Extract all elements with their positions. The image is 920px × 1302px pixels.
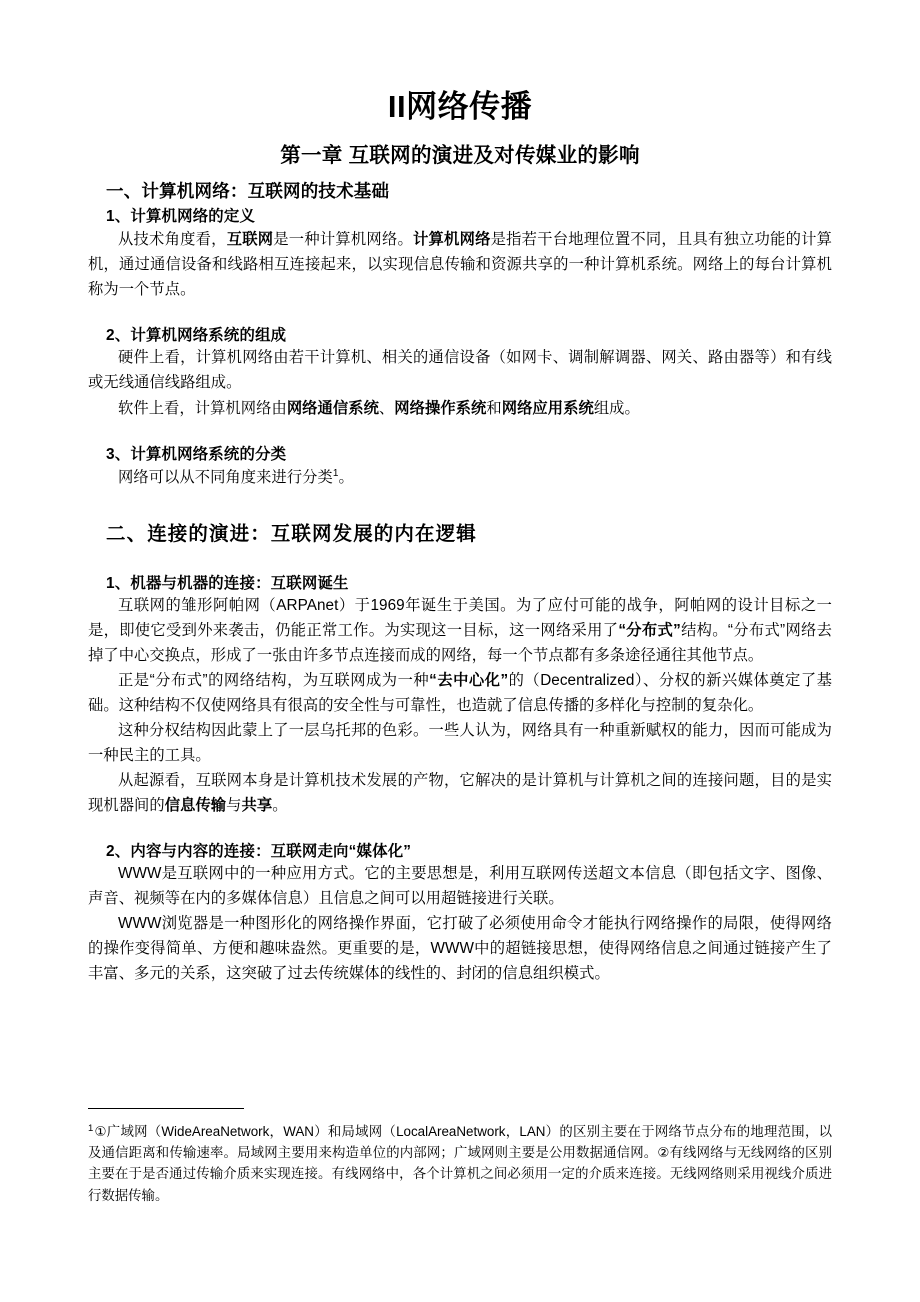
bold-run-sharing: 共享 bbox=[241, 796, 273, 814]
paragraph-hardware: 硬件上看，计算机网络由若干计算机、相关的通信设备（如网卡、调制解调器、网关、路由器等）和有线或无线通信线路组成。 bbox=[88, 349, 832, 392]
paragraph-www-intro: WWW是互联网中的一种应用方式。它的主要思想是，利用互联网传送超文本信息（即包括文字、图像、声音、视频等在内的多媒体信息）且信息之间可以用超链接进行关联。 bbox=[88, 865, 832, 908]
text-run: 正是“分布式”的网络结构，为互联网成为一种 bbox=[118, 672, 430, 690]
paragraph-www-browser: WWW浏览器是一种图形化的网络操作界面，它打破了必须使用命令才能执行网络操作的局限，使得网络的操作变得简单、方便和趣味盎然。更重要的是，WWW中的超链接思想，使得网络信息之间通过链接产生了丰富、多元的关系，这突破了过去传统媒体的线性的、封闭的信息组织模式。 bbox=[88, 915, 832, 982]
text-run: 、 bbox=[378, 400, 395, 418]
subsection-heading-1-3: 3、计算机网络系统的分类 bbox=[106, 446, 287, 464]
chapter-title: 第一章 互联网的演进及对传媒业的影响 bbox=[280, 144, 640, 168]
paragraph-decentralized bbox=[88, 669, 832, 719]
footnote-reference-marker: 1 bbox=[332, 467, 339, 479]
bold-run-os-system: 网络操作系统 bbox=[394, 400, 487, 418]
text-run: 和 bbox=[486, 400, 502, 418]
text-run: 软件上看，计算机网络由 bbox=[118, 400, 287, 418]
footnote-separator-rule bbox=[88, 1108, 244, 1109]
subsection-heading-2-2: 2、内容与内容的连接：互联网走向“媒体化” bbox=[106, 842, 412, 860]
bold-run-computer-network: 计算机网络 bbox=[413, 231, 491, 248]
bold-run-comm-system: 网络通信系统 bbox=[286, 400, 379, 418]
paragraph-software bbox=[88, 397, 832, 422]
text-run: 组成。 bbox=[593, 400, 640, 418]
bold-run-distributed: “分布式” bbox=[618, 622, 681, 640]
paragraph-origin bbox=[88, 769, 832, 819]
text-run: 是一种计算机网络。 bbox=[273, 231, 413, 248]
paragraph-definition bbox=[88, 228, 832, 303]
text-run: 结构。“分布式”网络去掉了中心交换点，形成了一张由许多节点连接而成的网络，每一个节点都有多条途径通往其他节点。 bbox=[88, 622, 832, 665]
document-content bbox=[88, 0, 832, 987]
footnote-text: ①广域网（WideAreaNetwork，WAN）和局域网（LocalAreaNetwork，LAN）的区别主要在于网络节点分布的地理范围，以及通信距离和传输速率。局域网主要用来构造单位的内部网；广域网则主要是公用数据通信网。②有线网络与无线网络的区别主要在于是否通过传输介质来实现连接。有线网络中，各个计算机之间必须用一定的介质来连接。无线网络则采用视线介质进行数据传输。 bbox=[88, 1124, 832, 1203]
text-run: 从技术角度看， bbox=[118, 231, 227, 248]
footnote-area bbox=[88, 1108, 832, 1206]
subsection-heading-2-1: 1、机器与机器的连接：互联网诞生 bbox=[106, 574, 349, 592]
bold-run-info-transfer: 信息传输 bbox=[164, 796, 227, 814]
subsection-heading-1-2: 2、计算机网络系统的组成 bbox=[106, 326, 287, 344]
bold-run-decentralized: “去中心化” bbox=[429, 672, 509, 690]
text-run: 网络可以从不同角度来进行分类 bbox=[118, 468, 333, 486]
text-run: 。 bbox=[272, 796, 288, 814]
text-run: 的（Decentralized）、分权的新兴媒体奠定了基础。这种结构不仅使网络具有很高的安全性与可靠性，也造就了信息传播的多样化与控制的复杂化。 bbox=[88, 672, 832, 715]
text-run: 是指若干台地理位置不同，且具有独立功能的计算机，通过通信设备和线路相互连接起来，以实现信息传输和资源共享的一种计算机系统。网络上的每台计算机称为一个节点。 bbox=[88, 231, 832, 298]
bold-run-app-system: 网络应用系统 bbox=[501, 400, 594, 418]
paragraph-utopia: 这种分权结构因此蒙上了一层乌托邦的色彩。一些人认为，网络具有一种重新赋权的能力，因而可能成为一种民主的工具。 bbox=[88, 722, 832, 764]
text-run: 从起源看，互联网本身是计算机技术发展的产物，它解决的是计算机与计算机之间的连接问题，目的是实现机器间的 bbox=[88, 771, 832, 814]
paragraph-arpanet bbox=[88, 594, 832, 669]
section-heading-1: 一、计算机网络：互联网的技术基础 bbox=[106, 180, 390, 201]
text-run: 与 bbox=[226, 796, 242, 814]
document-title: II网络传播 bbox=[387, 89, 533, 124]
section-heading-2: 二、连接的演进：互联网发展的内在逻辑 bbox=[106, 522, 477, 545]
subsection-heading-1-1: 1、计算机网络的定义 bbox=[106, 208, 256, 226]
text-run: 。 bbox=[338, 468, 354, 486]
footnote-entry bbox=[88, 1121, 832, 1206]
paragraph-classification bbox=[88, 466, 832, 491]
text-run: 互联网的雏形阿帕网（ARPAnet）于1969年诞生于美国。为了应付可能的战争，阿帕网的设计目标之一是，即使它受到外来袭击，仍能正常工作。为实现这一目标，这一网络采用了 bbox=[88, 597, 832, 640]
footnote-number: 1 bbox=[88, 1122, 94, 1134]
bold-run-internet: 互联网 bbox=[226, 231, 274, 248]
